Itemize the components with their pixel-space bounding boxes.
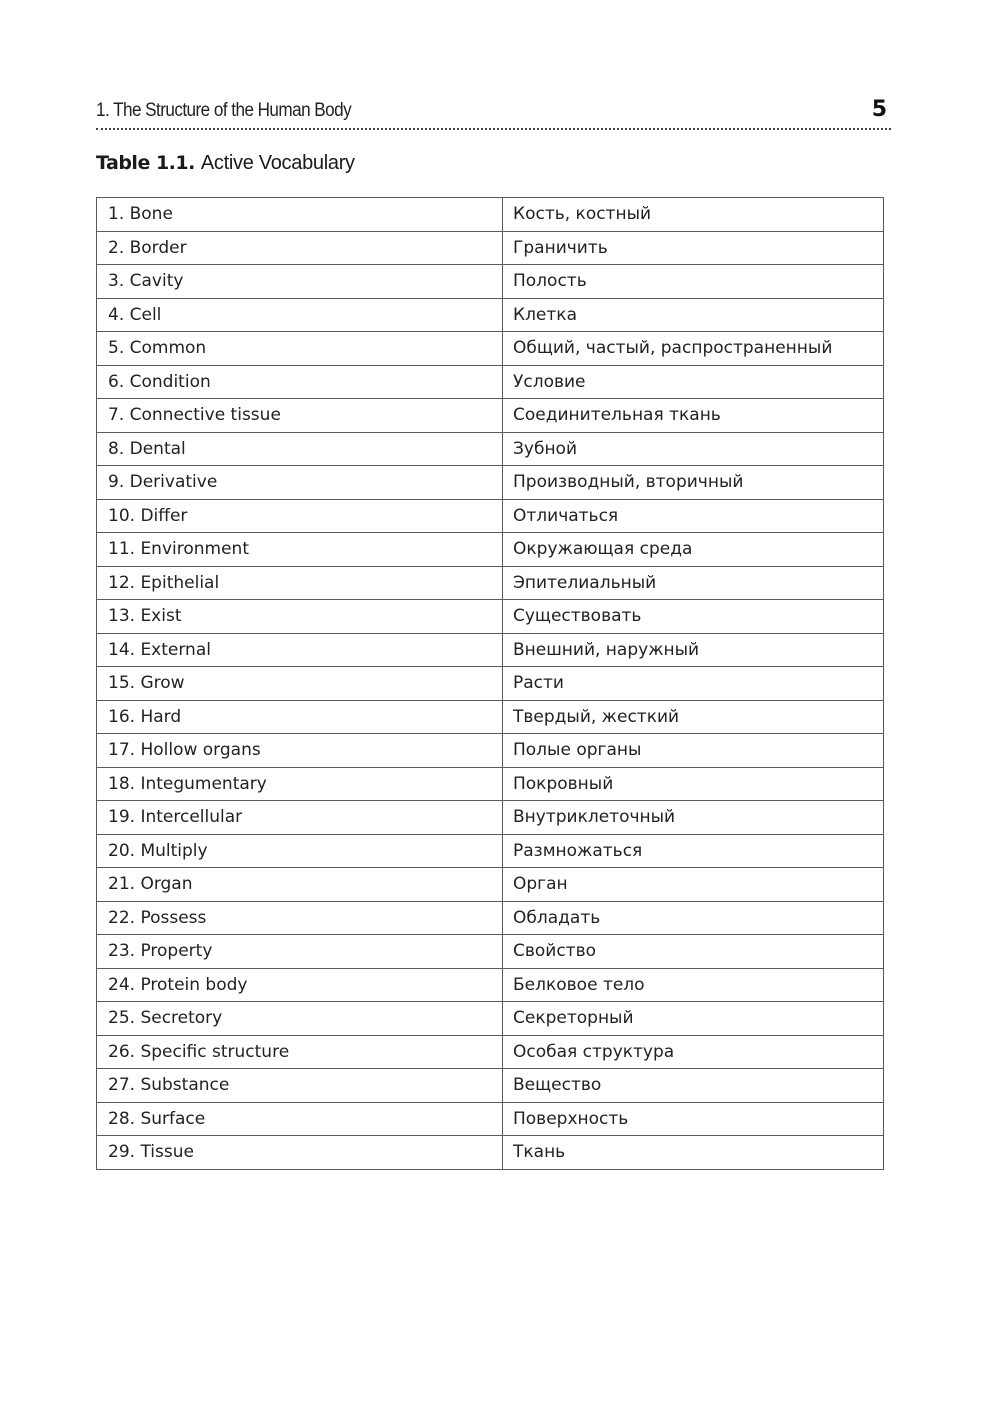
table-row <box>97 399 884 433</box>
russian-translation: Свойство <box>503 935 884 969</box>
english-term: 22. Possess <box>97 901 503 935</box>
english-term: 18. Integumentary <box>97 767 503 801</box>
table-row <box>97 834 884 868</box>
english-term: 25. Secretory <box>97 1002 503 1036</box>
russian-translation: Зубной <box>503 432 884 466</box>
russian-translation: Клетка <box>503 298 884 332</box>
table-row <box>97 265 884 299</box>
russian-translation: Размножаться <box>503 834 884 868</box>
table-row <box>97 533 884 567</box>
english-term: 15. Grow <box>97 667 503 701</box>
english-term: 6. Condition <box>97 365 503 399</box>
table-row <box>97 767 884 801</box>
table-row <box>97 198 884 232</box>
table-row <box>97 801 884 835</box>
russian-translation: Эпителиальный <box>503 566 884 600</box>
english-term: 16. Hard <box>97 700 503 734</box>
english-term: 27. Substance <box>97 1069 503 1103</box>
english-term: 26. Specific structure <box>97 1035 503 1069</box>
russian-translation: Условие <box>503 365 884 399</box>
table-row <box>97 365 884 399</box>
russian-translation: Полость <box>503 265 884 299</box>
russian-translation: Существовать <box>503 600 884 634</box>
table-row <box>97 667 884 701</box>
table-caption <box>96 152 355 175</box>
english-term: 1. Bone <box>97 198 503 232</box>
table-row <box>97 734 884 768</box>
table-row <box>97 935 884 969</box>
chapter-title: 1. The Structure of the Human Body <box>96 100 352 121</box>
russian-translation: Внутриклеточный <box>503 801 884 835</box>
russian-translation: Поверхность <box>503 1102 884 1136</box>
english-term: 24. Protein body <box>97 968 503 1002</box>
running-header <box>96 98 891 128</box>
table-row <box>97 633 884 667</box>
table-row <box>97 1102 884 1136</box>
table-row <box>97 1035 884 1069</box>
russian-translation: Отличаться <box>503 499 884 533</box>
russian-translation: Окружающая среда <box>503 533 884 567</box>
vocabulary-table-body <box>97 198 884 1170</box>
table-row <box>97 231 884 265</box>
table-row <box>97 1136 884 1170</box>
english-term: 23. Property <box>97 935 503 969</box>
russian-translation: Твердый, жесткий <box>503 700 884 734</box>
english-term: 12. Epithelial <box>97 566 503 600</box>
russian-translation: Общий, частый, распространенный <box>503 332 884 366</box>
russian-translation: Особая структура <box>503 1035 884 1069</box>
table-row <box>97 1069 884 1103</box>
russian-translation: Вещество <box>503 1069 884 1103</box>
english-term: 13. Exist <box>97 600 503 634</box>
russian-translation: Полые органы <box>503 734 884 768</box>
table-row <box>97 901 884 935</box>
russian-translation: Секреторный <box>503 1002 884 1036</box>
table-caption-title: Active Vocabulary <box>200 152 355 174</box>
table-row <box>97 499 884 533</box>
russian-translation: Соединительная ткань <box>503 399 884 433</box>
english-term: 9. Derivative <box>97 466 503 500</box>
russian-translation: Внешний, наружный <box>503 633 884 667</box>
table-row <box>97 466 884 500</box>
header-divider <box>96 128 891 130</box>
russian-translation: Покровный <box>503 767 884 801</box>
table-row <box>97 566 884 600</box>
english-term: 3. Cavity <box>97 265 503 299</box>
table-row <box>97 432 884 466</box>
russian-translation: Белковое тело <box>503 968 884 1002</box>
russian-translation: Орган <box>503 868 884 902</box>
table-row <box>97 700 884 734</box>
table-row <box>97 968 884 1002</box>
russian-translation: Производный, вторичный <box>503 466 884 500</box>
english-term: 19. Intercellular <box>97 801 503 835</box>
english-term: 17. Hollow organs <box>97 734 503 768</box>
table-row <box>97 600 884 634</box>
russian-translation: Расти <box>503 667 884 701</box>
english-term: 4. Cell <box>97 298 503 332</box>
russian-translation: Обладать <box>503 901 884 935</box>
english-term: 5. Common <box>97 332 503 366</box>
english-term: 8. Dental <box>97 432 503 466</box>
russian-translation: Граничить <box>503 231 884 265</box>
table-row <box>97 298 884 332</box>
english-term: 7. Connective tissue <box>97 399 503 433</box>
english-term: 10. Differ <box>97 499 503 533</box>
english-term: 11. Environment <box>97 533 503 567</box>
table-row <box>97 1002 884 1036</box>
page-number: 5 <box>871 97 887 122</box>
english-term: 21. Organ <box>97 868 503 902</box>
russian-translation: Кость, костный <box>503 198 884 232</box>
table-row <box>97 332 884 366</box>
english-term: 28. Surface <box>97 1102 503 1136</box>
table-row <box>97 868 884 902</box>
english-term: 14. External <box>97 633 503 667</box>
russian-translation: Ткань <box>503 1136 884 1170</box>
table-caption-number: Table 1.1. <box>96 152 195 174</box>
english-term: 29. Tissue <box>97 1136 503 1170</box>
english-term: 20. Multiply <box>97 834 503 868</box>
vocabulary-table <box>96 197 884 1170</box>
english-term: 2. Border <box>97 231 503 265</box>
